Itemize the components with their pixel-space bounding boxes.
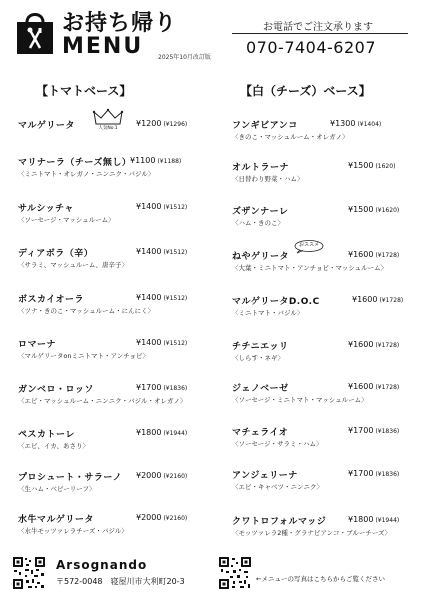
item-name: ねやゲリータ	[232, 252, 290, 262]
item-price: ¥1800 (¥1944)	[348, 515, 400, 524]
item-price: ¥1100 (¥1188)	[130, 156, 182, 165]
item-tax-price: (¥1836)	[163, 385, 188, 392]
item-name: フンギビアンコ	[232, 121, 298, 131]
item-description: 〈ミニトマト・オレガノ・ニンニク・バジル〉	[18, 170, 155, 178]
item-description: 〈日替わり野菜・ハム〉	[232, 175, 304, 183]
item-price: ¥1600 (¥1728)	[348, 340, 400, 349]
section-title-tomato: 【トマトベース】	[36, 84, 132, 98]
item-name: ディアボラ（辛）	[18, 249, 94, 259]
item-description: 〈エビ・キャベツ・ニンニク〉	[232, 483, 323, 491]
item-tax-price: (¥1944)	[163, 430, 188, 437]
menu-item	[232, 339, 424, 375]
menu-item	[232, 242, 424, 285]
item-price: ¥2000 (¥2160)	[136, 471, 188, 480]
page-title: お持ち帰り	[62, 11, 178, 36]
item-tax-price: (1620)	[375, 163, 396, 170]
section-title-white: 【白（チーズ）ベース】	[240, 84, 371, 98]
menu-item	[18, 201, 218, 237]
item-name: プロシュート・サラーノ	[18, 473, 123, 483]
item-price: ¥1500 (¥1620)	[348, 205, 400, 214]
item-price: ¥1600 (¥1728)	[352, 295, 404, 304]
phone-number[interactable]: 070-7404-6207	[246, 38, 377, 57]
item-tax-price: (¥1512)	[163, 204, 188, 211]
item-name: ロマーナ	[18, 340, 57, 350]
item-price: ¥1800 (¥1944)	[136, 428, 188, 437]
item-description: 〈モッツァレラ2種・グラナビアンコ・ブルーチーズ〉	[232, 529, 392, 537]
item-name: ボスカイオーラ	[18, 295, 84, 305]
store-address: 〒572-0048 寝屋川市大利町20-3	[56, 577, 185, 586]
item-name: ジェノベーゼ	[232, 384, 289, 394]
item-description: 〈ソーセージ・サラミ・ハム〉	[232, 440, 323, 448]
item-tax-price: (¥1296)	[163, 121, 188, 128]
menu-item	[232, 204, 424, 240]
item-price: ¥1400 (¥1512)	[136, 202, 188, 211]
item-tax-price: (¥1512)	[163, 340, 188, 347]
item-description: 〈マルゲリータonミニトマト・アンチョビ〉	[18, 352, 150, 360]
menu-item	[232, 381, 424, 417]
item-description: 〈ミニトマト・バジル〉	[232, 309, 304, 317]
item-name: オルトラーナ	[232, 163, 290, 173]
page-title-en: MENU	[62, 34, 144, 59]
photo-link-note: ←メニューの写真はこちらからご覧ください	[256, 575, 385, 583]
menu-item	[18, 427, 218, 463]
item-price: ¥1700 (¥1836)	[136, 383, 188, 392]
item-description: 〈ソーセージ・ミニトマト・マッシュルーム〉	[232, 396, 368, 404]
qr-code-icon[interactable]	[218, 556, 252, 590]
item-tax-price: (¥1728)	[375, 384, 400, 391]
store-name: Arsognando	[56, 558, 148, 572]
item-name: クワトロフォルマッジ	[232, 517, 327, 527]
item-name: マリナーラ（チーズ無し）	[18, 158, 132, 168]
item-tax-price: (¥1188)	[157, 158, 182, 165]
item-name: チチニエッリ	[232, 342, 289, 352]
menu-item	[232, 160, 424, 196]
menu-item	[18, 470, 218, 506]
item-description: 〈エビ・マッシュルーム・ニンニク・バジル・オレガノ〉	[18, 397, 187, 405]
item-name: アンジェリーナ	[232, 471, 298, 481]
item-description: 〈しらす・ネギ〉	[232, 354, 284, 362]
popular-label: 人気No.1	[98, 126, 118, 131]
item-tax-price: (¥1512)	[163, 249, 188, 256]
menu-item	[18, 246, 218, 282]
item-name: ペスカトーレ	[18, 430, 75, 440]
menu-item	[232, 425, 424, 461]
crown-icon	[90, 108, 126, 126]
item-description: 〈ツナ・きのこ・マッシュルーム・にんにく〉	[18, 307, 155, 315]
header	[0, 0, 424, 70]
menu-item	[232, 468, 424, 504]
item-description: 〈ハム・きのこ〉	[232, 219, 284, 227]
menu-item	[18, 118, 218, 154]
revised-date: 2025年10月改訂版	[158, 54, 211, 61]
item-description: 〈きのこ・マッシュルーム・オレガノ〉	[232, 133, 349, 141]
item-price: ¥1400 (¥1512)	[136, 338, 188, 347]
qr-code-icon[interactable]	[12, 556, 46, 590]
item-tax-price: (¥1404)	[357, 121, 382, 128]
recommend-badge	[294, 239, 324, 253]
item-price: ¥1500 (1620)	[348, 161, 396, 170]
menu-item	[18, 512, 218, 548]
item-name: マルゲリータD.O.C	[232, 297, 320, 307]
item-description: 〈エビ、イカ、あさり〉	[18, 442, 89, 450]
recommend-label: おススメ	[298, 242, 319, 248]
menu-item	[232, 294, 424, 330]
item-price: ¥1200 (¥1296)	[136, 119, 188, 128]
item-description: 〈大葉・ミニトマト・アンチョビ・マッシュルーム〉	[232, 264, 388, 272]
item-tax-price: (¥1836)	[375, 428, 400, 435]
item-tax-price: (¥1728)	[379, 297, 404, 304]
item-tax-price: (¥2160)	[163, 473, 188, 480]
item-price: ¥1400 (¥1512)	[136, 247, 188, 256]
item-tax-price: (¥1512)	[163, 295, 188, 302]
popular-badge	[90, 108, 126, 134]
item-name: マルゲリータ	[18, 121, 75, 131]
item-price: ¥1300 (¥1404)	[330, 119, 382, 128]
item-name: ガンベロ・ロッソ	[18, 385, 94, 395]
takeout-bag-icon	[14, 10, 56, 56]
item-name: マチェライオ	[232, 428, 289, 438]
item-tax-price: (¥1728)	[375, 252, 400, 259]
divider	[232, 33, 408, 34]
item-tax-price: (¥2160)	[163, 515, 188, 522]
menu-item	[232, 514, 424, 550]
item-price: ¥1600 (¥1728)	[348, 250, 400, 259]
item-name: 水牛マルゲリータ	[18, 515, 94, 525]
item-price: ¥1600 (¥1728)	[348, 382, 400, 391]
menu-item	[18, 382, 218, 418]
menu-item	[18, 337, 218, 373]
item-price: ¥1700 (¥1836)	[348, 426, 400, 435]
menu-item	[18, 292, 218, 328]
item-description: 〈サラミ、マッシュルーム、唐辛子〉	[18, 261, 129, 269]
item-tax-price: (¥1836)	[375, 471, 400, 478]
item-tax-price: (¥1944)	[375, 517, 400, 524]
menu-item	[232, 118, 424, 154]
item-name: サルシッチャ	[18, 204, 74, 214]
item-tax-price: (¥1620)	[375, 207, 400, 214]
item-price: ¥1700 (¥1836)	[348, 469, 400, 478]
item-price: ¥2000 (¥2160)	[136, 513, 188, 522]
item-description: 〈水牛モッツァレラチーズ・バジル〉	[18, 527, 128, 535]
item-name: ズザンナーレ	[232, 207, 289, 217]
item-description: 〈ソーセージ・マッシュルーム〉	[18, 216, 115, 224]
item-price: ¥1400 (¥1512)	[136, 293, 188, 302]
tel-label: お電話でご注文承ります	[263, 22, 373, 33]
menu-item	[18, 155, 218, 191]
item-description: 〈生ハム・ベビーリーフ〉	[18, 485, 96, 493]
item-tax-price: (¥1728)	[375, 342, 400, 349]
